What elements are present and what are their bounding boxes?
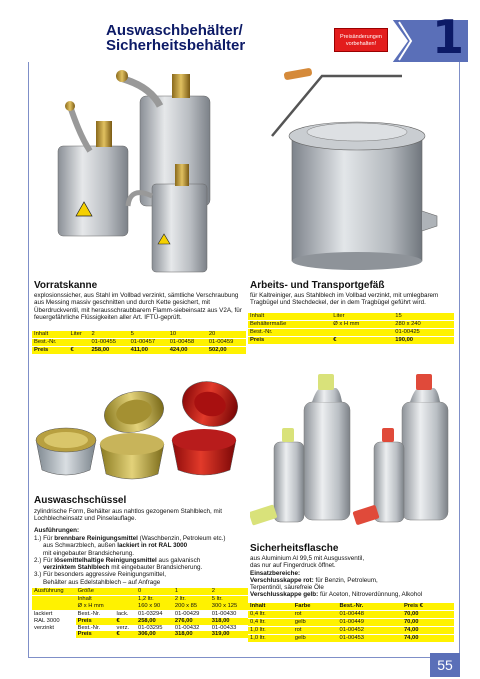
ausfuehrungen-label: Ausführungen: xyxy=(34,527,80,534)
table-row xyxy=(32,625,248,632)
vorratskanne-title: Vorratskanne xyxy=(34,280,98,291)
einsatz-label: Einsatzbereiche: xyxy=(250,569,301,577)
table-row xyxy=(248,634,454,641)
table-cell: 411,00 xyxy=(129,346,168,353)
auswaschschuessel-description: zylindrische Form, Behälter aus nahtlos gezogenem Stahlblech, mit Lochblecheinsatz und Pinselauflage. xyxy=(34,508,222,523)
table-cell: Preis xyxy=(76,618,115,625)
sicherheitsflasche-price-table xyxy=(248,603,454,642)
table-cell: Liter xyxy=(68,331,89,338)
table-cell: 318,00 xyxy=(173,631,210,638)
table-row xyxy=(248,626,454,634)
table-cell: 190,00 xyxy=(393,336,454,343)
vorratskanne-price-table xyxy=(32,331,246,354)
table-cell: 01-00458 xyxy=(168,338,207,346)
table-cell: 2 xyxy=(89,331,128,338)
table-cell: 15 xyxy=(393,313,454,320)
page-title-line1: Auswaschbehälter/ xyxy=(106,22,243,39)
list-item: verzinktem Stahlblech mit eingebauter Brandsicherung. xyxy=(43,564,203,572)
table-cell: Ø x H mm xyxy=(76,603,115,610)
sicherheitsflasche-title: Sicherheitsflasche xyxy=(250,543,339,554)
table-cell: 1,0 ltr. xyxy=(248,634,293,641)
table-cell: RAL 3000 xyxy=(34,617,60,624)
table-cell: Inhalt xyxy=(248,603,293,610)
table-row xyxy=(248,320,454,328)
list-item: Behälter aus Edelstahlblech – auf Anfrage xyxy=(43,578,161,586)
page-number: 55 xyxy=(430,653,460,677)
page-frame-bottom xyxy=(28,657,430,658)
table-row xyxy=(32,631,248,638)
table-cell: Ø x H mm xyxy=(331,320,393,328)
table-cell: Best.-Nr. xyxy=(338,603,402,610)
table-cell: rot xyxy=(293,610,338,618)
table-cell: lackiert xyxy=(34,610,53,617)
table-cell: 258,00 xyxy=(136,618,173,625)
table-cell: € xyxy=(68,346,89,353)
table-cell: verzinkt xyxy=(34,624,54,631)
ausfuehrungen-list xyxy=(34,535,250,586)
transportgefaess-price-table xyxy=(248,313,454,344)
transportgefaess-title: Arbeits- und Transportgefäß xyxy=(250,280,385,291)
table-row xyxy=(32,588,248,595)
table-cell: 70,00 xyxy=(402,610,454,618)
table-cell: Behältermaße xyxy=(248,320,331,328)
table-cell: 1,0 ltr. xyxy=(248,626,293,634)
table-row xyxy=(32,331,246,338)
table-cell: 01-00448 xyxy=(338,610,402,618)
table-row xyxy=(248,336,454,343)
table-cell: rot xyxy=(293,626,338,634)
cap-red-line2: Terpentinöl, säurefreie Öle xyxy=(250,584,324,592)
description-line: aus Aluminium Al 99,5 mit Ausgussventil, xyxy=(250,555,365,562)
table-cell: 74,00 xyxy=(402,634,454,641)
table-cell: Preis € xyxy=(402,603,454,610)
table-cell: Preis xyxy=(248,336,331,343)
page-title-line2: Sicherheitsbehälter xyxy=(106,37,246,54)
auswaschschuessel-title: Auswaschschüssel xyxy=(34,495,127,506)
table-row xyxy=(248,313,454,320)
table-cell: 0,4 ltr. xyxy=(248,610,293,618)
table-cell: 319,00 xyxy=(210,631,248,638)
table-cell: 10 xyxy=(168,331,207,338)
table-cell: 2 ltr. xyxy=(173,595,210,602)
table-cell xyxy=(32,631,76,638)
sicherheitsflasche-image xyxy=(250,372,454,532)
table-cell: Inhalt xyxy=(32,331,68,338)
table-row xyxy=(248,618,454,626)
cap-red-line: Verschlusskappe rot: für Benzin, Petroleum, xyxy=(250,576,378,584)
list-item: aus Schwarzblech, außen lackiert in rot RAL 3000 xyxy=(43,542,188,550)
table-cell: Ausführung xyxy=(32,588,76,595)
table-cell: lack. xyxy=(116,610,129,617)
table-cell: 276,00 xyxy=(173,618,210,625)
list-item: 2.) Für lösemittelhaltige Reinigungsmittel aus galvanisch xyxy=(34,556,201,564)
price-note-badge: Preisänderungen vorbehalten! xyxy=(334,28,388,52)
table-cell: 01-00452 xyxy=(338,626,402,634)
table-cell xyxy=(115,595,136,602)
table-cell: gelb xyxy=(293,634,338,641)
table-cell: 01-00430 xyxy=(211,610,237,617)
table-row xyxy=(32,603,248,610)
table-cell: 01-00457 xyxy=(129,338,168,346)
vorratskanne-image xyxy=(40,66,240,278)
cap-yellow-line: Verschlusskappe gelb: für Aceton, Nitroverdünnung, Alkohol xyxy=(250,591,423,599)
table-cell: 5 ltr. xyxy=(210,595,248,602)
table-row xyxy=(32,346,246,353)
table-cell: 200 x 85 xyxy=(173,603,210,610)
table-row xyxy=(248,328,454,336)
table-cell: 424,00 xyxy=(168,346,207,353)
table-cell: 20 xyxy=(207,331,246,338)
auswaschschuessel-price-table xyxy=(32,588,248,638)
list-item: 1.) Für brennbare Reinigungsmittel (Waschbenzin, Petroleum etc.) xyxy=(34,535,226,542)
table-cell: 01-00432 xyxy=(174,624,200,631)
table-cell: 1 xyxy=(173,588,210,595)
table-cell: 01-03295 xyxy=(137,624,163,631)
table-cell: 01-00453 xyxy=(338,634,402,641)
table-cell: 01-00429 xyxy=(174,610,200,617)
table-cell: 0 xyxy=(136,588,173,595)
table-cell: 300 x 125 xyxy=(210,603,248,610)
table-cell: Inhalt xyxy=(248,313,331,320)
table-cell: 01-00449 xyxy=(338,618,402,626)
table-row xyxy=(32,618,248,625)
description-line: das nur auf Fingerdruck öffnet. xyxy=(250,562,336,570)
chapter-number: 1 xyxy=(432,10,465,64)
transportgefaess-description: für Kaltreiniger, aus Stahlblech im Vollbad verzinkt, mit umlegbarem Tragbügel und Stechdeckel, der in dem Tragbügel geführt wird. xyxy=(250,292,439,307)
table-cell: 318,00 xyxy=(210,618,248,625)
table-cell: 280 x 240 xyxy=(393,320,454,328)
table-cell: Preis xyxy=(76,631,115,638)
table-cell: Best.-Nr. xyxy=(77,610,101,617)
table-cell: € xyxy=(115,631,136,638)
chevron-right-icon xyxy=(397,20,413,62)
table-cell: gelb xyxy=(293,618,338,626)
table-row xyxy=(32,595,248,602)
table-cell: 01-00433 xyxy=(211,624,237,631)
table-cell: 160 x 90 xyxy=(136,603,173,610)
vorratskanne-description: explosionssicher, aus Stahl im Vollbad verzinkt, sämtliche Verschraubung aus Messing massiv geschnitten und durch Kette gesichert, mit Überdruckventil, mit herausschraubbarem Flamm-siebeinsatz aus V2A, für feuergefährliche Flüssigkeiten aller Art. IFTÜ-geprüft. xyxy=(34,292,242,321)
table-cell: Best.-Nr. xyxy=(248,328,331,336)
table-cell: 70,00 xyxy=(402,618,454,626)
list-item: mit eingebauter Brandsicherung. xyxy=(43,549,135,557)
table-cell: Best.-Nr. xyxy=(77,624,101,631)
table-cell: 2 xyxy=(210,588,248,595)
page-title xyxy=(106,23,336,53)
table-cell: 5 xyxy=(129,331,168,338)
table-cell: € xyxy=(115,618,136,625)
table-cell: Farbe xyxy=(293,603,338,610)
table-cell: € xyxy=(331,336,393,343)
table-cell: verz. xyxy=(116,624,130,631)
table-cell: 0,4 ltr. xyxy=(248,618,293,626)
table-cell: 306,00 xyxy=(136,631,173,638)
table-cell xyxy=(32,603,76,610)
table-cell: Best.-Nr. xyxy=(32,338,68,346)
table-cell: 01-00459 xyxy=(207,338,246,346)
auswaschschuessel-image xyxy=(32,378,244,490)
table-row xyxy=(32,610,248,617)
table-row xyxy=(248,610,454,618)
table-row xyxy=(248,603,454,610)
table-cell: 502,00 xyxy=(207,346,246,353)
table-cell: Inhalt xyxy=(76,595,115,602)
transportgefaess-image xyxy=(262,66,452,278)
table-cell: 1,2 ltr. xyxy=(136,595,173,602)
table-cell xyxy=(68,338,89,346)
table-cell: 01-00455 xyxy=(89,338,128,346)
table-cell xyxy=(115,588,136,595)
table-cell: Preis xyxy=(32,346,68,353)
table-cell xyxy=(331,328,393,336)
table-row xyxy=(32,338,246,346)
table-cell xyxy=(32,595,76,602)
table-cell: Liter xyxy=(331,313,393,320)
table-cell: 74,00 xyxy=(402,626,454,634)
table-cell: 01-00425 xyxy=(393,328,454,336)
table-cell: Größe xyxy=(76,588,115,595)
list-item: 3.) Für besonders aggressive Reinigungsmittel, xyxy=(34,571,166,579)
table-cell: 258,00 xyxy=(89,346,128,353)
sicherheitsflasche-description xyxy=(250,555,456,599)
table-cell xyxy=(115,603,136,610)
table-cell: 01-03294 xyxy=(137,610,163,617)
